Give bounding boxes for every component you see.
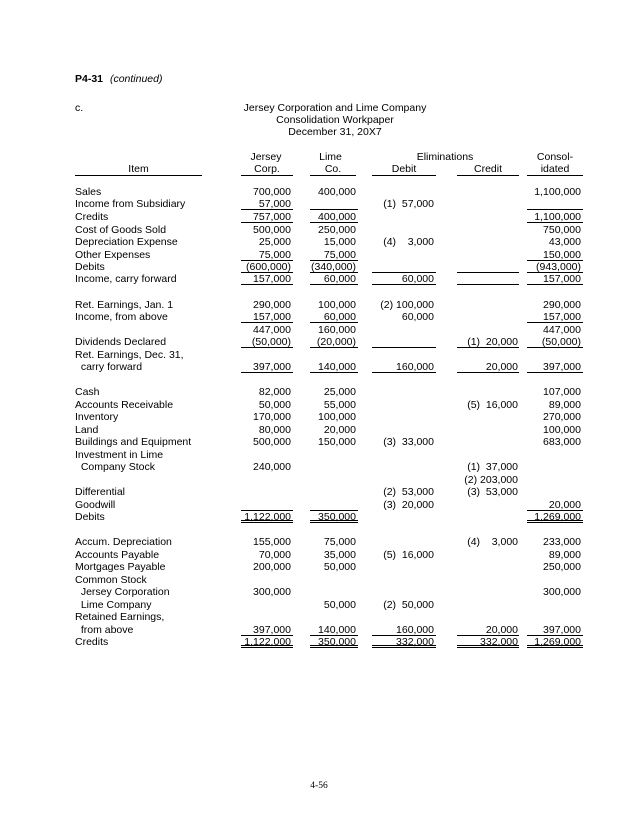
cell-consol	[527, 198, 583, 210]
cell-lime: 35,000	[323, 549, 356, 561]
cell-jersey: 50,000	[258, 399, 291, 411]
cell-lime: 100,000	[318, 411, 356, 423]
cell-lime: 15,000	[323, 236, 356, 248]
title-date: December 31, 20X7	[288, 126, 382, 138]
col-lime-line2: Co.	[310, 163, 356, 176]
cell-consol: 150,000	[527, 249, 583, 261]
cell-lime: (20,000)	[310, 336, 358, 348]
cell-consol: 397,000	[527, 361, 583, 373]
cell-consol: 157,000	[527, 273, 583, 285]
col-eliminations: Eliminations	[416, 151, 474, 163]
cell-lime: (340,000)	[311, 261, 356, 273]
cell-debit	[372, 336, 436, 348]
col-consol-line2: idated	[527, 163, 583, 176]
cell-jersey: 300,000	[253, 586, 291, 598]
row-item-label: from above	[75, 624, 134, 636]
cell-jersey: 290,000	[253, 299, 291, 311]
cell-jersey: 200,000	[253, 561, 291, 573]
cell-lime: 400,000	[318, 186, 356, 198]
cell-jersey: 157,000	[241, 273, 293, 285]
cell-consol: 683,000	[543, 436, 581, 448]
row-item-label: Buildings and Equipment	[75, 436, 192, 448]
row-item-label: Dividends Declared	[75, 336, 167, 348]
col-consol-line1: Consol-	[536, 151, 574, 163]
cell-lime: 400,000	[310, 211, 358, 223]
cell-credit: (2) 203,000	[464, 474, 518, 486]
cell-lime: 350,000	[310, 636, 358, 648]
row-item-label: Credits	[75, 636, 109, 648]
cell-jersey: 240,000	[253, 461, 291, 473]
cell-consol: 100,000	[543, 424, 581, 436]
row-item-label: Mortgages Payable	[75, 561, 166, 573]
cell-jersey: 1,122,000	[241, 511, 293, 523]
cell-consol: 20,000	[527, 499, 583, 511]
row-item-label: Debits	[75, 261, 105, 273]
title-workpaper: Consolidation Workpaper	[276, 114, 394, 126]
cell-jersey: 57,000	[241, 198, 293, 210]
cell-credit: (3) 53,000	[467, 486, 518, 498]
cell-lime: 60,000	[310, 273, 358, 285]
row-item-label: Ret. Earnings, Dec. 31,	[75, 349, 184, 361]
cell-credit: 20,000	[457, 624, 519, 636]
cell-lime: 140,000	[310, 361, 358, 373]
cell-lime: 25,000	[323, 386, 356, 398]
cell-lime: 75,000	[323, 536, 356, 548]
cell-debit: 160,000	[372, 624, 436, 636]
row-item-label: Jersey Corporation	[75, 586, 170, 598]
cell-consol: 157,000	[527, 311, 583, 323]
cell-lime: 160,000	[318, 324, 356, 336]
cell-consol: 1,269,000	[527, 511, 583, 523]
cell-debit: 160,000	[372, 361, 436, 373]
col-lime-line1: Lime	[319, 151, 342, 163]
title-company: Jersey Corporation and Lime Company	[243, 102, 427, 114]
cell-consol: 300,000	[543, 586, 581, 598]
cell-lime: 50,000	[323, 561, 356, 573]
cell-credit: 20,000	[457, 361, 519, 373]
cell-consol: 290,000	[543, 299, 581, 311]
row-item-label: Credits	[75, 211, 109, 223]
row-item-label: Depreciation Expense	[75, 236, 178, 248]
row-item-label: Income, carry forward	[75, 273, 177, 285]
cell-credit: (4) 3,000	[467, 536, 518, 548]
cell-jersey: 500,000	[253, 224, 291, 236]
cell-jersey: (50,000)	[241, 336, 293, 348]
cell-debit: (3) 33,000	[383, 436, 434, 448]
row-item-label: Land	[75, 424, 99, 436]
cell-credit: (1) 37,000	[467, 461, 518, 473]
col-jersey-line1: Jersey	[250, 151, 282, 163]
cell-jersey: 397,000	[241, 624, 293, 636]
cell-debit: 60,000	[372, 273, 436, 285]
cell-jersey: 397,000	[241, 361, 293, 373]
row-item-label: Common Stock	[75, 574, 147, 586]
cell-credit	[457, 261, 519, 273]
col-item: Item	[75, 163, 202, 176]
cell-consol: 89,000	[548, 399, 581, 411]
row-item-label: Cash	[75, 386, 100, 398]
cell-jersey: 700,000	[253, 186, 291, 198]
cell-jersey: 80,000	[258, 424, 291, 436]
cell-lime: 50,000	[323, 599, 356, 611]
cell-lime: 75,000	[310, 249, 358, 261]
cell-credit	[457, 273, 519, 285]
cell-debit: (5) 16,000	[383, 549, 434, 561]
cell-lime: 20,000	[323, 424, 356, 436]
cell-jersey: 25,000	[258, 236, 291, 248]
row-item-label: Accum. Depreciation	[75, 536, 172, 548]
cell-lime: 55,000	[323, 399, 356, 411]
row-item-label: Cost of Goods Sold	[75, 224, 167, 236]
cell-consol: 1,100,000	[527, 211, 583, 223]
row-item-label: Sales	[75, 186, 102, 198]
cell-lime: 60,000	[310, 311, 358, 323]
cell-debit: (4) 3,000	[383, 236, 434, 248]
cell-jersey: 170,000	[253, 411, 291, 423]
cell-lime: 250,000	[318, 224, 356, 236]
cell-lime: 140,000	[310, 624, 358, 636]
cell-lime: 350,000	[310, 511, 358, 523]
cell-lime: 100,000	[318, 299, 356, 311]
row-item-label: Accounts Receivable	[75, 399, 174, 411]
cell-consol: 250,000	[543, 561, 581, 573]
cell-credit: (1) 20,000	[457, 336, 519, 348]
cell-jersey: 82,000	[258, 386, 291, 398]
row-item-label: carry forward	[75, 361, 143, 373]
cell-jersey: 157,000	[241, 311, 293, 323]
cell-consol: 1,100,000	[534, 186, 581, 198]
cell-jersey: (600,000)	[241, 261, 293, 273]
cell-debit: 60,000	[401, 311, 434, 323]
problem-number: P4-31	[75, 73, 104, 85]
col-jersey-line2: Corp.	[241, 163, 293, 176]
cell-lime: 150,000	[318, 436, 356, 448]
cell-consol: (50,000)	[527, 336, 583, 348]
cell-consol: 270,000	[543, 411, 581, 423]
row-item-label: Inventory	[75, 411, 119, 423]
cell-consol: 89,000	[548, 549, 581, 561]
cell-debit: (1) 57,000	[383, 198, 434, 210]
row-item-label: Lime Company	[75, 599, 152, 611]
cell-consol: 750,000	[543, 224, 581, 236]
row-item-label: Debits	[75, 511, 105, 523]
cell-consol: 447,000	[543, 324, 581, 336]
cell-consol: 233,000	[543, 536, 581, 548]
cell-jersey: 1,122,000	[241, 636, 293, 648]
cell-consol: 107,000	[543, 386, 581, 398]
page-number: 4-56	[310, 781, 328, 791]
cell-credit: (5) 16,000	[467, 399, 518, 411]
cell-debit: (2) 50,000	[383, 599, 434, 611]
cell-credit: 332,000	[457, 636, 519, 648]
row-item-label: Differential	[75, 486, 125, 498]
cell-debit	[372, 261, 436, 273]
part-label: c.	[75, 102, 84, 114]
cell-jersey: 75,000	[241, 249, 293, 261]
col-debit: Debit	[372, 163, 436, 176]
cell-consol: 43,000	[548, 236, 581, 248]
row-item-label: Income from Subsidiary	[75, 198, 186, 210]
row-item-label: Company Stock	[75, 461, 155, 473]
row-item-label: Other Expenses	[75, 249, 151, 261]
problem-header	[75, 73, 162, 85]
row-item-label: Ret. Earnings, Jan. 1	[75, 299, 174, 311]
cell-consol: (943,000)	[527, 261, 583, 273]
problem-note: (continued)	[109, 73, 163, 85]
cell-jersey: 757,000	[241, 211, 293, 223]
cell-jersey: 500,000	[253, 436, 291, 448]
cell-debit: 332,000	[372, 636, 436, 648]
row-item-label: Accounts Payable	[75, 549, 160, 561]
row-item-label: Retained Earnings,	[75, 611, 165, 623]
cell-jersey: 70,000	[258, 549, 291, 561]
cell-debit: (2) 53,000	[383, 486, 434, 498]
cell-consol: 397,000	[527, 624, 583, 636]
cell-jersey: 447,000	[253, 324, 291, 336]
row-item-label: Income, from above	[75, 311, 168, 323]
row-item-label: Goodwill	[75, 499, 116, 511]
row-item-label: Investment in Lime	[75, 449, 164, 461]
cell-consol: 1,269,000	[527, 636, 583, 648]
cell-debit: (2) 100,000	[380, 299, 434, 311]
cell-lime	[310, 499, 358, 511]
col-credit: Credit	[457, 163, 519, 176]
cell-jersey	[241, 499, 293, 511]
cell-lime	[310, 198, 358, 210]
cell-debit: (3) 20,000	[383, 499, 434, 511]
cell-jersey: 155,000	[253, 536, 291, 548]
